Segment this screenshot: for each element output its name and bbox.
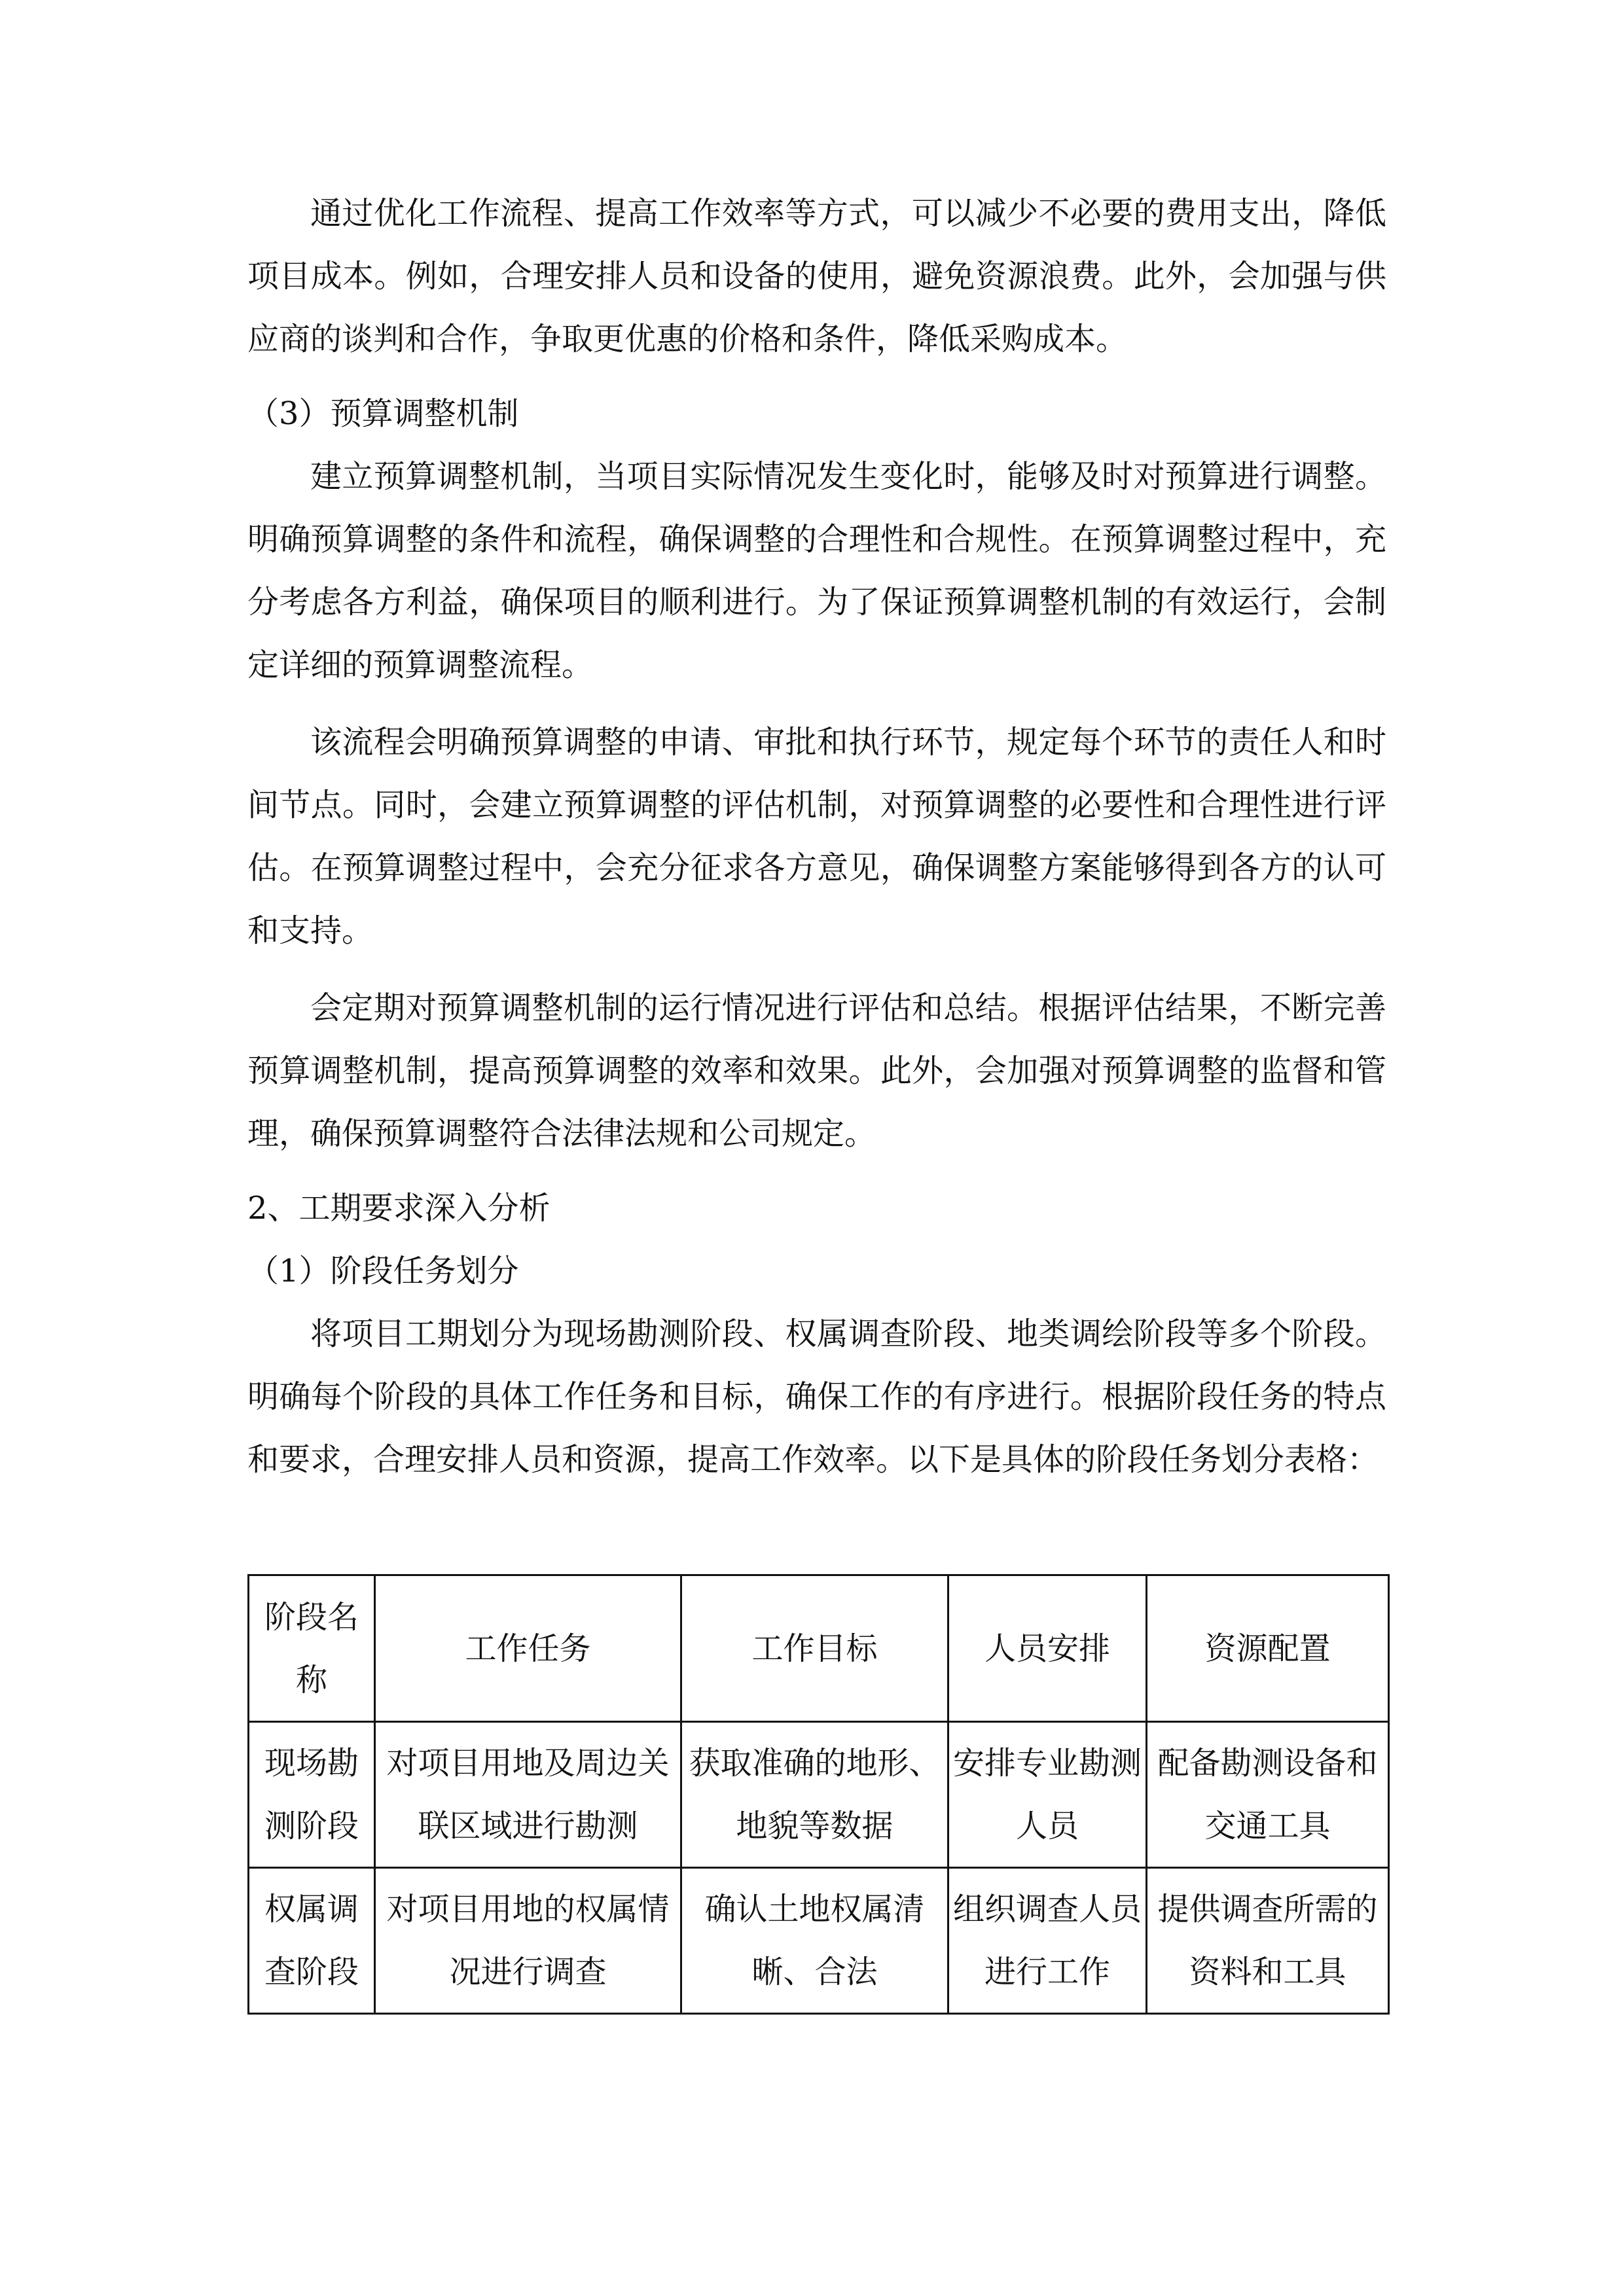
table-cell: 对项目用地及周边关联区域进行勘测 bbox=[375, 1722, 681, 1868]
stage-task-table bbox=[247, 1574, 1390, 2015]
subsection-heading-stage-division: （1）阶段任务划分 bbox=[247, 1253, 519, 1289]
table-header-row bbox=[249, 1575, 1389, 1722]
section-heading-budget-adjustment: （3）预算调整机制 bbox=[247, 395, 519, 432]
table-header-resources: 资源配置 bbox=[1147, 1575, 1389, 1722]
table-cell: 获取准确的地形、地貌等数据 bbox=[681, 1722, 948, 1868]
paragraph-stage-division: 将项目工期划分为现场勘测阶段、权属调查阶段、地类调绘阶段等多个阶段。明确每个阶段的具体工作任务和目标，确保工作的有序进行。根据阶段任务的特点和要求，合理安排人员和资源，提高工作效率。以下是具体的阶段任务划分表格： bbox=[247, 1316, 1386, 1478]
table-header-stage: 阶段名称 bbox=[249, 1575, 375, 1722]
table-cell: 现场勘测阶段 bbox=[249, 1722, 375, 1868]
table-cell: 提供调查所需的资料和工具 bbox=[1147, 1868, 1389, 2014]
table-cell: 配备勘测设备和交通工具 bbox=[1147, 1722, 1389, 1868]
paragraph-cost-reduction: 通过优化工作流程、提高工作效率等方式，可以减少不必要的费用支出，降低项目成本。例如，合理安排人员和设备的使用，避免资源浪费。此外，会加强与供应商的谈判和合作，争取更优惠的价格和条件，降低采购成本。 bbox=[247, 195, 1386, 357]
table-header-task: 工作任务 bbox=[375, 1575, 681, 1722]
table-cell: 安排专业勘测人员 bbox=[948, 1722, 1147, 1868]
paragraph-budget-mechanism: 建立预算调整机制，当项目实际情况发生变化时，能够及时对预算进行调整。明确预算调整的条件和流程，确保调整的合理性和合规性。在预算调整过程中，充分考虑各方利益，确保项目的顺利进行。为了保证预算调整机制的有效运行，会制定详细的预算调整流程。 bbox=[247, 458, 1386, 683]
table-cell: 组织调查人员进行工作 bbox=[948, 1868, 1147, 2014]
document-body bbox=[247, 182, 1386, 1491]
table-cell: 权属调查阶段 bbox=[249, 1868, 375, 2014]
paragraph-budget-process: 该流程会明确预算调整的申请、审批和执行环节，规定每个环节的责任人和时间节点。同时，会建立预算调整的评估机制，对预算调整的必要性和合理性进行评估。在预算调整过程中，会充分征求各方意见，确保调整方案能够得到各方的认可和支持。 bbox=[247, 724, 1386, 949]
table-row bbox=[249, 1722, 1389, 1868]
table-header-goal: 工作目标 bbox=[681, 1575, 948, 1722]
table-header-staff: 人员安排 bbox=[948, 1575, 1147, 1722]
table-cell: 对项目用地的权属情况进行调查 bbox=[375, 1868, 681, 2014]
section-heading-schedule: 2、工期要求深入分析 bbox=[247, 1190, 550, 1227]
table-row bbox=[249, 1868, 1389, 2014]
paragraph-budget-review: 会定期对预算调整机制的运行情况进行评估和总结。根据评估结果，不断完善预算调整机制，提高预算调整的效率和效果。此外，会加强对预算调整的监督和管理，确保预算调整符合法律法规和公司规定。 bbox=[247, 990, 1386, 1152]
table-cell: 确认土地权属清晰、合法 bbox=[681, 1868, 948, 2014]
